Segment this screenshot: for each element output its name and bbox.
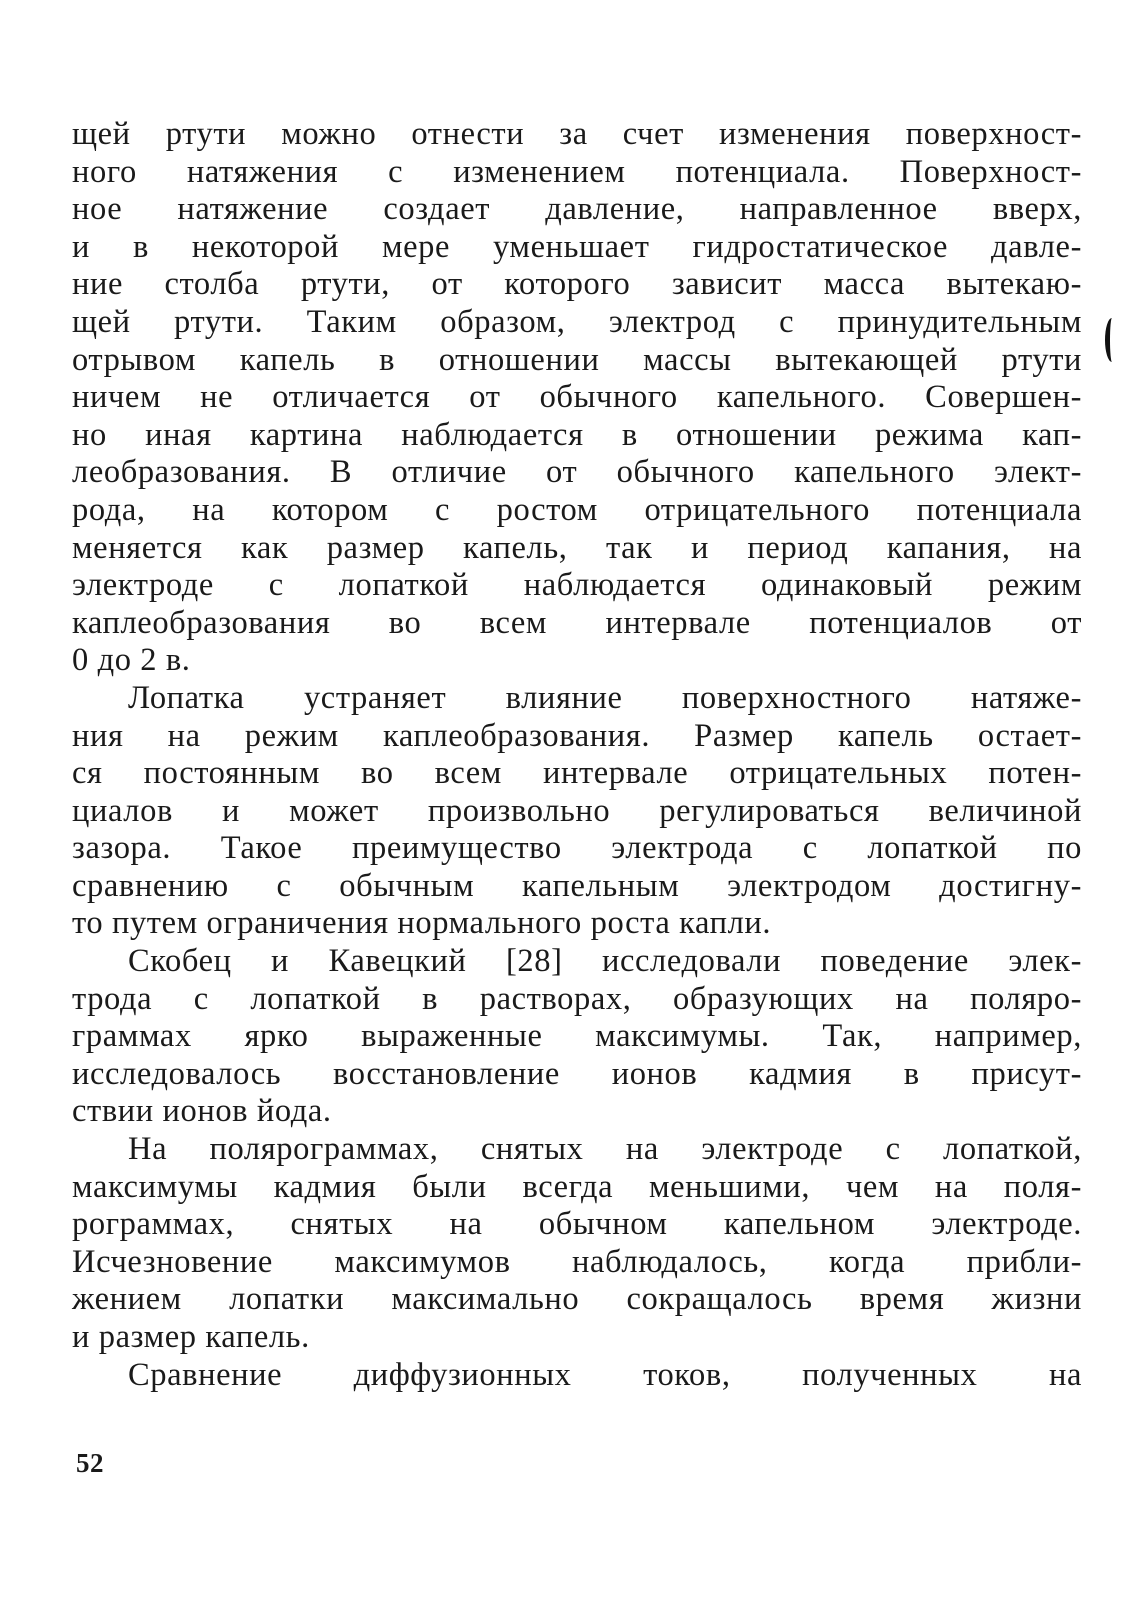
text-line: ного натяжения с изменением потенциала. Поверхност- bbox=[72, 153, 1082, 190]
paragraph bbox=[72, 116, 1082, 680]
text-line: каплеобразования во всем интервале потенциалов от bbox=[72, 604, 1082, 641]
text-line: электроде с лопаткой наблюдается одинаковый режим bbox=[72, 567, 1082, 604]
text-line: ное натяжение создает давление, направленное вверх, bbox=[72, 191, 1082, 228]
paragraph bbox=[72, 1131, 1082, 1357]
text-line: 0 до 2 в. bbox=[72, 642, 191, 679]
text-line: жением лопатки максимально сокращалось время жизни bbox=[72, 1281, 1082, 1318]
text-line: ся постоянным во всем интервале отрицательных потен- bbox=[72, 755, 1082, 792]
text-line: На полярограммах, снятых на электроде с лопаткой, bbox=[128, 1131, 1082, 1168]
text-line: отрывом капель в отношении массы вытекающей ртути bbox=[72, 341, 1082, 378]
text-line: ние столба ртути, от которого зависит масса вытекаю- bbox=[72, 266, 1082, 303]
text-line: ствии ионов йода. bbox=[72, 1093, 332, 1130]
text-line: зазора. Такое преимущество электрода с лопаткой по bbox=[72, 830, 1082, 867]
text-line: Сравнение диффузионных токов, полученных на bbox=[128, 1356, 1082, 1393]
text-line: и в некоторой мере уменьшает гидростатическое давле- bbox=[72, 228, 1082, 265]
text-line: Исчезновение максимумов наблюдалось, когда прибли- bbox=[72, 1243, 1082, 1280]
text-line: циалов и может произвольно регулироваться величиной bbox=[72, 792, 1082, 829]
paragraph bbox=[72, 943, 1082, 1131]
paragraph bbox=[72, 1357, 1082, 1395]
text-line: рода, на котором с ростом отрицательного потенциала bbox=[72, 491, 1082, 528]
text-line: рограммах, снятых на обычном капельном электроде. bbox=[72, 1206, 1082, 1243]
page-number: 52 bbox=[76, 1448, 104, 1478]
margin-bracket-mark bbox=[1105, 318, 1119, 362]
text-line: ния на режим каплеобразования. Размер капель остает- bbox=[72, 717, 1082, 754]
text-line: и размер капель. bbox=[72, 1319, 310, 1355]
paragraph bbox=[72, 680, 1082, 943]
body-text bbox=[72, 116, 1082, 1394]
text-line: леобразования. В отличие от обычного капельного элект- bbox=[72, 454, 1082, 491]
text-line: меняется как размер капель, так и период капания, на bbox=[72, 529, 1082, 566]
text-line: то путем ограничения нормального роста капли. bbox=[72, 905, 772, 942]
text-line: щей ртути можно отнести за счет изменения поверхност- bbox=[72, 116, 1082, 152]
text-line: исследовалось восстановление ионов кадмия в присут- bbox=[72, 1055, 1082, 1092]
text-line: максимумы кадмия были всегда меньшими, чем на поля- bbox=[72, 1168, 1082, 1205]
text-line: сравнению с обычным капельным электродом достигну- bbox=[72, 867, 1082, 904]
text-line: трода с лопаткой в растворах, образующих на поляро- bbox=[72, 980, 1082, 1017]
text-line: щей ртути. Таким образом, электрод с принудительным bbox=[72, 303, 1082, 340]
text-line: граммах ярко выраженные максимумы. Так, например, bbox=[72, 1018, 1082, 1055]
text-line: Лопатка устраняет влияние поверхностного натяже- bbox=[128, 679, 1082, 716]
text-line: Скобец и Кавецкий [28] исследовали поведение элек- bbox=[128, 943, 1082, 980]
text-line: ничем не отличается от обычного капельного. Совершен- bbox=[72, 379, 1082, 416]
text-line: но иная картина наблюдается в отношении режима кап- bbox=[72, 416, 1082, 453]
